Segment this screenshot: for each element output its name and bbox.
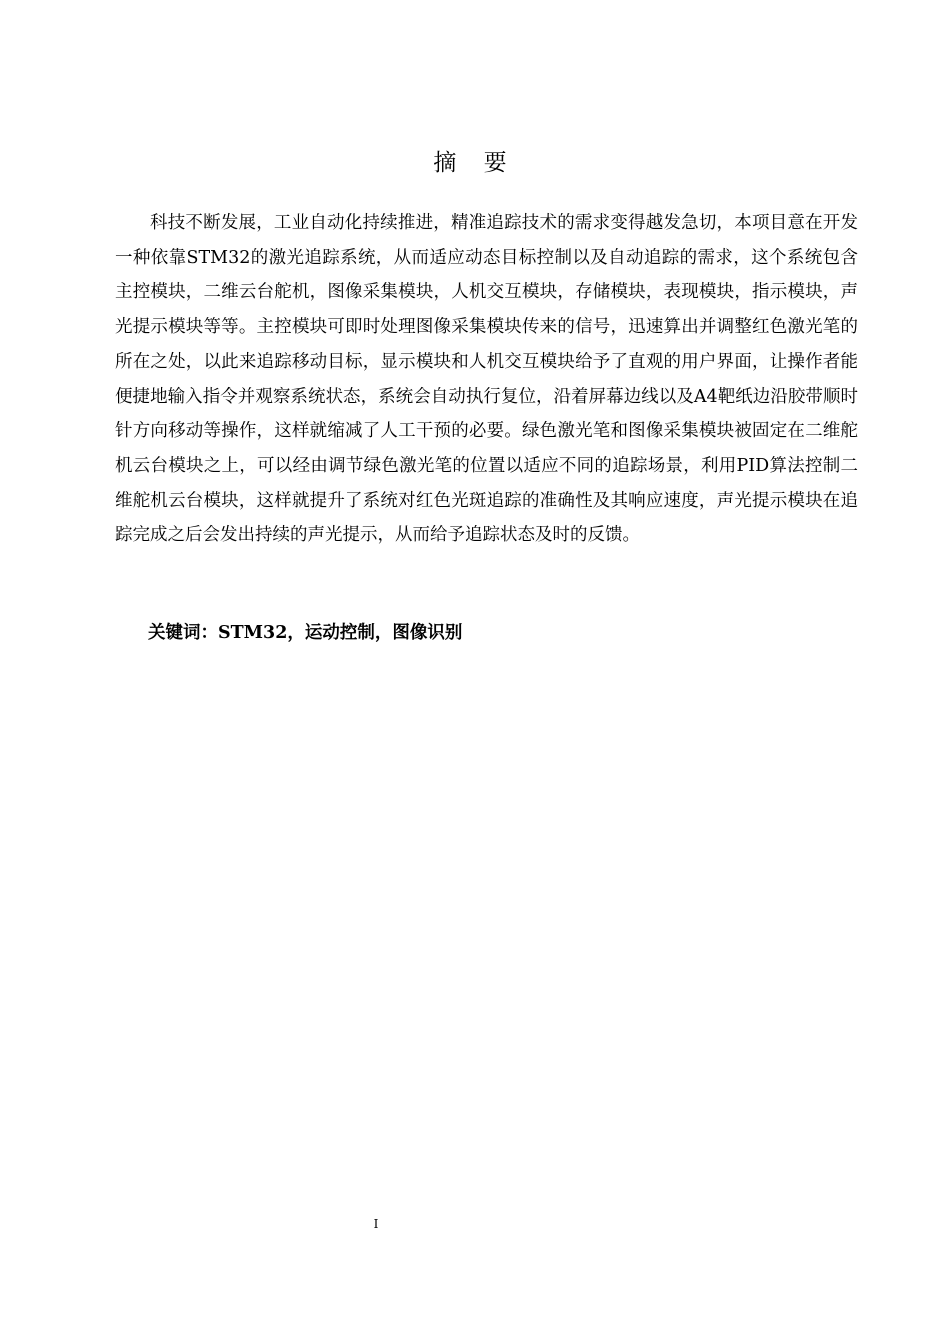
abstract-title: 摘 要: [433, 150, 517, 176]
keywords-line: 关键词：STM32，运动控制，图像识别: [148, 623, 463, 643]
page-number: I: [373, 1217, 379, 1231]
abstract-body: 科技不断发展，工业自动化持续推进，精准追踪技术的需求变得越发急切，本项目意在开发一种依靠STM32的激光追踪系统，从而适应动态目标控制以及自动追踪的需求，这个系统包含主控模块，二维云台舵机，图像采集模块，人机交互模块，存储模块，表现模块，指示模块，声光提示模块等等。主控模块可即时处理图像采集模块传来的信号，迅速算出并调整红色激光笔的所在之处，以此来追踪移动目标，显示模块和人机交互模块给予了直观的用户界面，让操作者能便捷地输入指令并观察系统状态，系统会自动执行复位，沿着屏幕边线以及A4靶纸边沿胶带顺时针方向移动等操作，这样就缩减了人工干预的必要。绿色激光笔和图像采集模块被固定在二维舵机云台模块之上，可以经由调节绿色激光笔的位置以适应不同的追踪场景，利用PID算法控制二维舵机云台模块，这样就提升了系统对红色光斑追踪的准确性及其响应速度，声光提示模块在追踪完成之后会发出持续的声光提示，从而给予追踪状态及时的反馈。: [115, 213, 858, 546]
